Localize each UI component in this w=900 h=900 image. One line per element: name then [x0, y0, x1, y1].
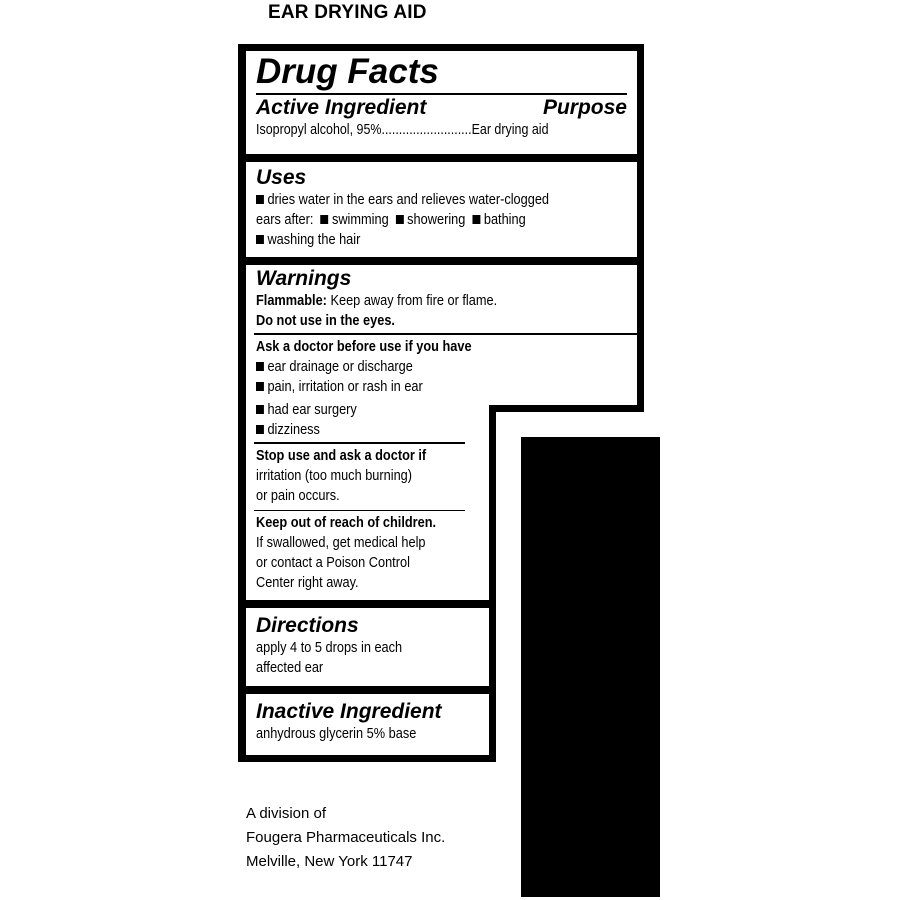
flammable-text: Keep away from fire or flame. — [330, 293, 498, 309]
heading-rule — [256, 93, 627, 95]
purpose-text: Ear drying aid — [471, 121, 549, 138]
ask-item: had ear surgery — [267, 402, 357, 418]
eyes-warning: Do not use in the eyes. — [256, 313, 395, 329]
ask-item: dizziness — [267, 422, 320, 438]
flammable-label: Flammable: — [256, 293, 327, 309]
inactive-ingredient-text: anhydrous glycerin 5% base — [256, 726, 417, 742]
active-ingredient-panel — [246, 51, 637, 154]
inactive-ingredient-panel — [246, 694, 489, 755]
uses-item: swimming — [331, 212, 389, 228]
black-block — [521, 437, 660, 897]
stop-use-heading: Stop use and ask a doctor if — [256, 447, 427, 464]
uses-item: showering — [407, 212, 466, 228]
directions-line: apply 4 to 5 drops in each — [256, 640, 403, 656]
children-line: or contact a Poison Control — [256, 555, 410, 571]
children-heading: Keep out of reach of children. — [256, 515, 437, 531]
warnings-rule — [254, 333, 637, 335]
stop-use-line: or pain occurs. — [256, 487, 340, 504]
children-line: Center right away. — [256, 575, 359, 591]
ask-item: pain, irritation or rash in ear — [267, 378, 423, 395]
bullet-square-icon — [472, 215, 480, 224]
footer-line: Melville, New York 11747 — [246, 853, 413, 870]
uses-ears-after: ears after: — [256, 212, 314, 228]
warnings-panel-bottom — [246, 400, 489, 600]
warnings-panel-top — [246, 265, 637, 405]
uses-item: washing the hair — [267, 232, 361, 248]
bullet-square-icon — [256, 195, 264, 204]
product-title: EAR DRYING AID — [268, 2, 427, 23]
children-line: If swallowed, get medical help — [256, 535, 426, 551]
uses-line1: dries water in the ears and relieves water-clogged — [267, 192, 550, 208]
active-ingredient-heading: Active Ingredient — [256, 95, 427, 119]
bullet-square-icon — [256, 405, 264, 414]
directions-heading: Directions — [256, 614, 359, 637]
stop-use-rule — [254, 442, 465, 444]
footer-line: Fougera Pharmaceuticals Inc. — [246, 829, 446, 846]
stop-use-line: irritation (too much burning) — [256, 467, 413, 484]
drug-facts-heading: Drug Facts — [256, 52, 439, 91]
active-ingredient-name: Isopropyl alcohol, 95% — [256, 121, 382, 138]
ask-item: ear drainage or discharge — [267, 358, 413, 375]
bullet-square-icon — [256, 425, 264, 434]
bullet-square-icon — [256, 362, 264, 371]
warnings-heading: Warnings — [256, 267, 352, 290]
bullet-square-icon — [396, 215, 404, 224]
directions-panel — [246, 608, 489, 686]
manufacturer-footer — [246, 802, 445, 874]
ask-doctor-heading: Ask a doctor before use if you have — [256, 338, 472, 355]
bullet-square-icon — [256, 235, 264, 244]
bullet-square-icon — [256, 382, 264, 391]
purpose-heading: Purpose — [542, 95, 627, 119]
inactive-ingredient-heading: Inactive Ingredient — [256, 700, 442, 723]
footer-line: A division of — [246, 805, 327, 822]
directions-line: affected ear — [256, 660, 324, 676]
bullet-square-icon — [321, 215, 329, 224]
children-rule — [254, 510, 465, 512]
dot-leader: .......................... — [381, 121, 472, 138]
uses-heading: Uses — [256, 166, 307, 189]
uses-panel — [246, 162, 637, 257]
uses-item: bathing — [483, 212, 526, 228]
